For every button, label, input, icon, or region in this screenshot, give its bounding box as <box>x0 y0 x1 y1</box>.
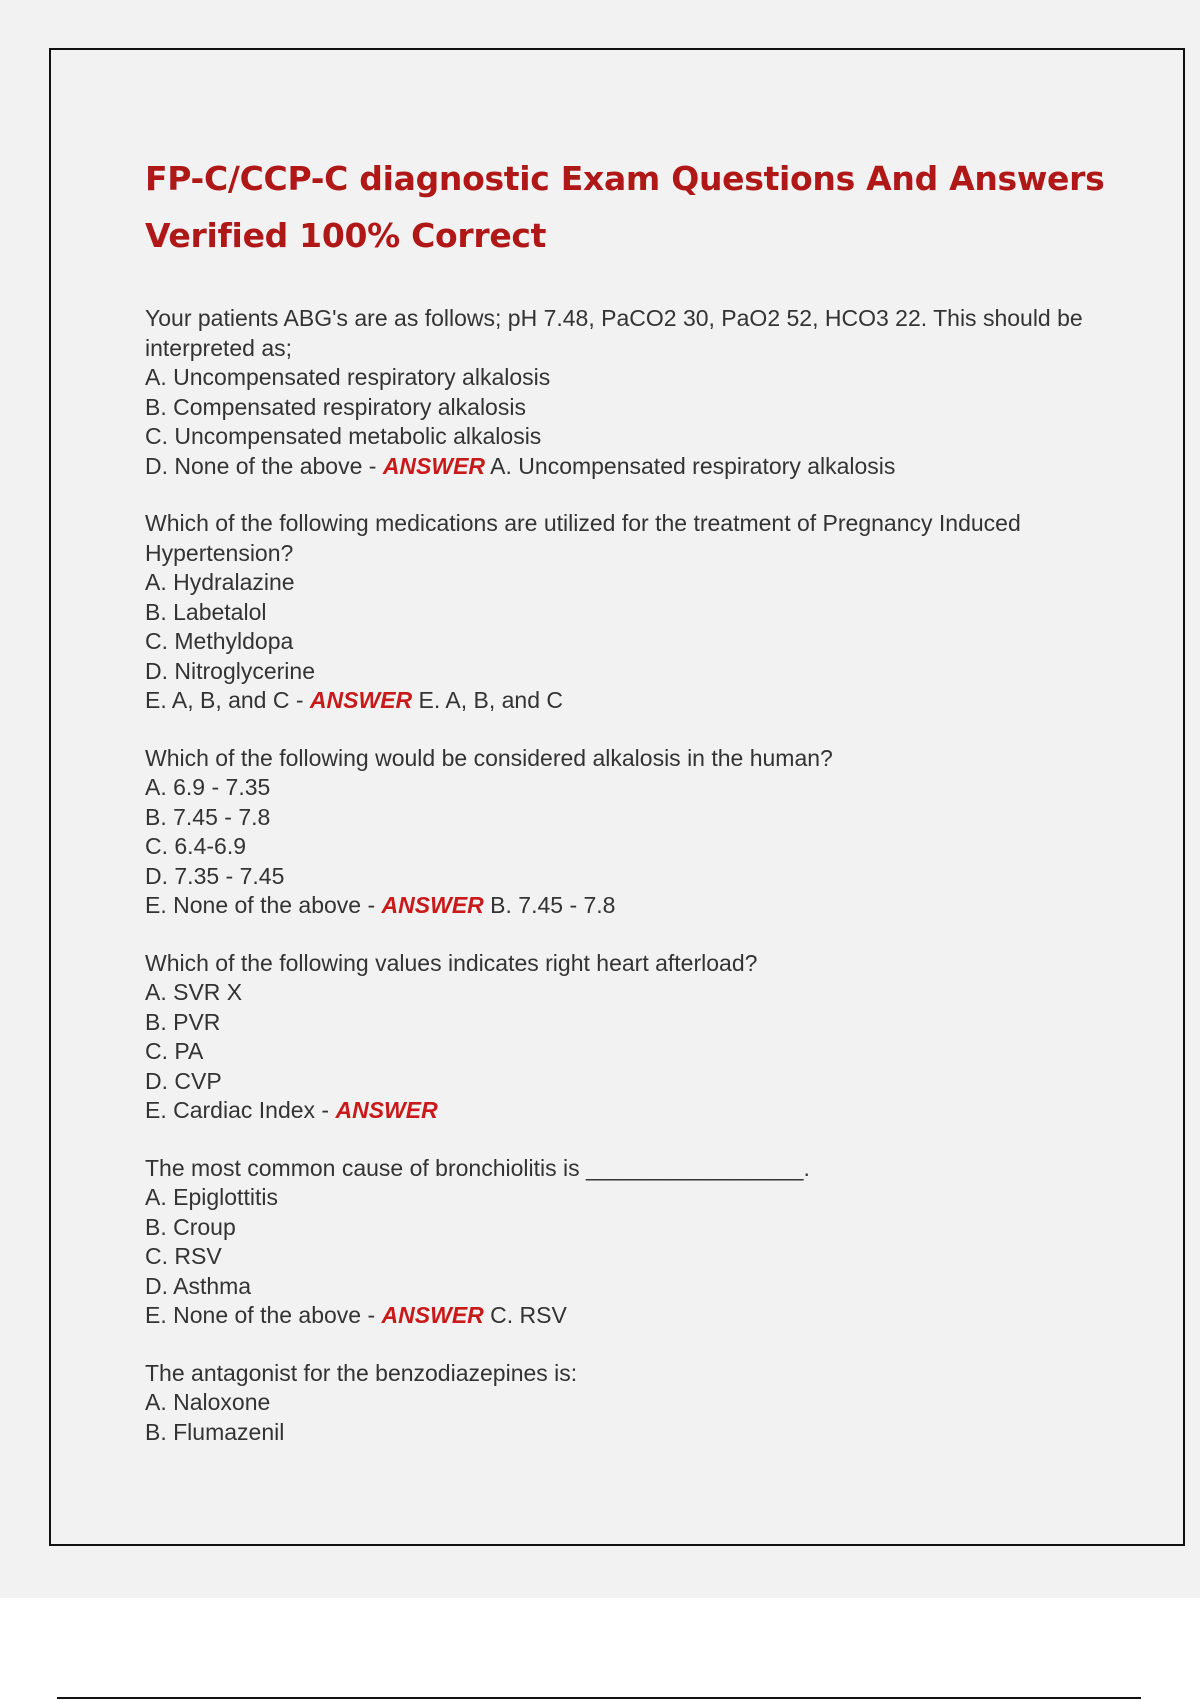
page-divider <box>57 1697 1141 1699</box>
answer-option: B. 7.45 - 7.8 <box>145 803 271 830</box>
answer-option: D. Nitroglycerine <box>145 657 315 684</box>
answer-line <box>145 1301 1135 1331</box>
answer-option: B. Flumazenil <box>145 1418 285 1445</box>
answer-option: A. Naloxone <box>145 1389 271 1415</box>
question-block <box>145 744 1135 921</box>
question-block <box>145 1359 1135 1448</box>
answer-value: C. RSV <box>490 1302 567 1328</box>
answer-option: E. None of the above - <box>145 892 376 918</box>
document-page <box>49 48 1185 1546</box>
title-line-2: Verified 100% Correct <box>145 216 547 255</box>
answer-option: C. PA <box>145 1038 204 1064</box>
answer-value: E. A, B, and C <box>418 687 564 713</box>
answer-label: ANSWER <box>381 892 484 918</box>
question-block <box>145 1154 1135 1331</box>
question-text: Your patients ABG's are as follows; pH 7.48, PaCO2 30, PaO2 52, HCO3 22. This should be interpreted as; <box>145 305 1083 361</box>
answer-line <box>145 686 1135 716</box>
answer-option: D. Asthma <box>145 1272 252 1299</box>
answer-option: B. PVR <box>145 1008 221 1035</box>
answer-option: A. SVR X <box>145 979 243 1005</box>
title-line-1: FP-C/CCP-C diagnostic Exam Questions And Answers <box>145 159 1105 198</box>
answer-label: ANSWER <box>335 1097 438 1123</box>
question-text: Which of the following medications are utilized for the treatment of Pregnancy Induced Hypertension? <box>145 510 1021 566</box>
answer-label: ANSWER <box>382 452 486 479</box>
answer-line <box>145 1096 1135 1126</box>
answer-line <box>145 891 1135 921</box>
question-text: The most common cause of bronchiolitis is _________________. <box>145 1154 810 1181</box>
answer-label: ANSWER <box>309 687 413 713</box>
document-content <box>145 150 1135 1475</box>
question-block <box>145 304 1135 481</box>
document-title <box>145 150 1135 264</box>
question-text: The antagonist for the benzodiazepines is: <box>145 1359 578 1386</box>
answer-option: B. Labetalol <box>145 598 267 625</box>
answer-option: C. Methyldopa <box>145 628 294 654</box>
answer-option: A. Hydralazine <box>145 569 295 595</box>
question-block <box>145 509 1135 716</box>
answer-label: ANSWER <box>381 1302 484 1328</box>
question-text: Which of the following would be considered alkalosis in the human? <box>145 744 833 771</box>
answer-option: A. Uncompensated respiratory alkalosis <box>145 364 551 390</box>
answer-option: A. 6.9 - 7.35 <box>145 774 271 800</box>
answer-option: C. 6.4-6.9 <box>145 833 246 859</box>
answer-option: E. None of the above - <box>145 1302 376 1328</box>
answer-option: C. Uncompensated metabolic alkalosis <box>145 423 542 449</box>
answer-line <box>145 452 1135 482</box>
answer-option: E. Cardiac Index - <box>145 1097 330 1123</box>
answer-option: D. CVP <box>145 1067 222 1094</box>
answer-option: B. Compensated respiratory alkalosis <box>145 393 526 420</box>
answer-option: E. A, B, and C - <box>145 687 304 713</box>
question-text: Which of the following values indicates right heart afterload? <box>145 949 758 976</box>
answer-option: A. Epiglottitis <box>145 1184 278 1210</box>
answer-value: B. 7.45 - 7.8 <box>490 892 616 918</box>
question-block <box>145 949 1135 1126</box>
answer-value: A. Uncompensated respiratory alkalosis <box>490 452 896 479</box>
answer-option: B. Croup <box>145 1213 236 1240</box>
next-page-area <box>0 1598 1200 1700</box>
answer-option: D. None of the above - <box>145 452 377 479</box>
answer-option: C. RSV <box>145 1243 222 1269</box>
answer-option: D. 7.35 - 7.45 <box>145 862 285 889</box>
